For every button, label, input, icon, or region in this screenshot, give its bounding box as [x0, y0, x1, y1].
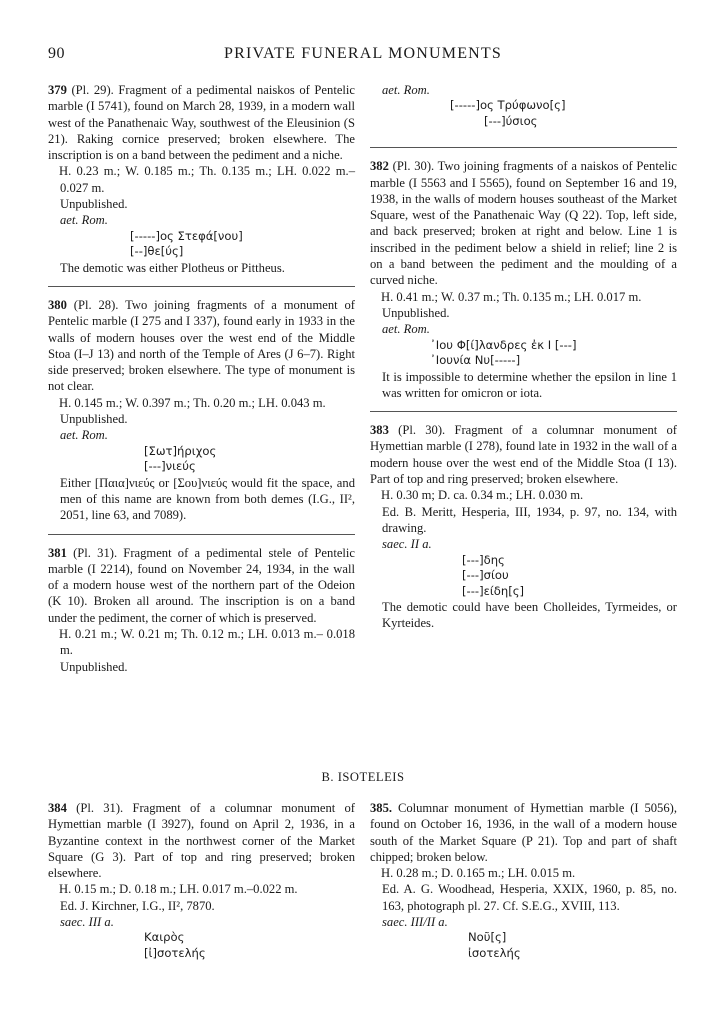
inscription-line: [---]σίου: [462, 568, 509, 583]
inscription-line: [---]νιεύς: [144, 459, 196, 474]
entry-number: 384: [48, 801, 67, 815]
entry-measurements: H. 0.23 m.; W. 0.185 m.; Th. 0.135 m.; LH. 0.022 m.– 0.027 m.: [59, 164, 355, 195]
entry-measurements: H. 0.41 m.; W. 0.37 m.; Th. 0.135 m.; LH. 0.017 m.: [381, 289, 642, 304]
right-column-lower: [370, 800, 677, 961]
inscription-line: Καιρὸς: [144, 930, 185, 945]
entry-publication: Ed. A. G. Woodhead, Hesperia, XXIX, 1960, p. 85, no. 163, photograph pl. 27. Cf. S.E.G., XVIII, 113.: [382, 882, 677, 913]
section-heading: B. ISOTELEIS: [321, 770, 405, 784]
entry-385: [370, 800, 677, 961]
entry-measurements: H. 0.145 m.; W. 0.397 m.; Th. 0.20 m.; LH. 0.043 m.: [59, 395, 326, 410]
entry-description: Columnar monument of Hymettian marble (I 5056), found on October 16, 1936, in the wall of a modern house south of the Market Square (P 21). Top and part of shaft chipped; broken below.: [370, 801, 677, 864]
page-number: 90: [48, 45, 65, 62]
entry-date: aet. Rom.: [60, 428, 108, 443]
inscription-line: [--]θε[ύς]: [130, 244, 184, 259]
entry-381: [48, 545, 355, 675]
entry-publication: Ed. J. Kirchner, I.G., II², 7870.: [60, 898, 215, 913]
inscription-line: [ἰ]σοτελής: [144, 945, 206, 960]
entry-380: [48, 297, 355, 524]
entry-number: 383: [370, 423, 389, 438]
entry-measurements: H. 0.21 m.; W. 0.21 m; Th. 0.12 m.; LH. 0.013 m.– 0.018 m.: [59, 627, 355, 658]
entry-description: (Pl. 30). Two joining fragments of a naiskos of Pentelic marble (I 5563 and I 5565), found on September 16 and 19, 1938, in the walls of modern houses southeast of the Market Square, west of the Panathenaic Way (Q 22). Top, left side, and back preserved; broken at right and below. Line 1 is inscribed in the pediment below a shield in relief; line 2 is on a band between the pediment and the moulding of a curved niche.: [370, 159, 677, 288]
entry-divider: [370, 411, 677, 412]
entry-date: aet. Rom.: [60, 213, 108, 228]
entry-date: aet. Rom.: [382, 322, 430, 337]
entry-date: saec. III/II a.: [382, 915, 448, 930]
left-column: [48, 82, 355, 675]
inscription-line: [---]είδη[ς]: [462, 583, 525, 598]
entry-divider: [48, 286, 355, 287]
entry-description: (Pl. 31). Fragment of a pedimental stele of Pentelic marble (I 2214), found on November 24, 1934, in the wall of a modern house west of the northern part of the Odeion (K 10). Broken all around. The inscription is on a band under the pediment, the corner of which is preserved.: [48, 545, 355, 625]
entry-description: (Pl. 31). Fragment of a columnar monument of Hymettian marble (I 3927), found on April 2, 1936, in a Byzantine context in the northwest corner of the Market Square (G 3). Part of top and ring preserved; broken elsewhere.: [48, 801, 355, 881]
entry-381-continued: [370, 82, 677, 129]
entry-comment: The demotic was either Plotheus or Pittheus.: [60, 260, 285, 275]
inscription-line: [Σωτ]ήριχος: [144, 443, 217, 458]
inscription-line: Νοῦ[ς]: [468, 930, 507, 945]
entry-379: [48, 82, 355, 276]
inscription-line: [-----]ος Στεφά[νου]: [130, 228, 243, 243]
entry-publication: Unpublished.: [60, 659, 128, 674]
entry-divider: [370, 147, 677, 148]
entry-comment: The demotic could have been Cholleides, Tyrmeides, or Kyrteides.: [382, 600, 677, 631]
inscription-line: ᾿Ιου Φ[ί]λανδρες ἐκ Ι [---]: [430, 337, 577, 352]
entry-divider: [48, 534, 355, 535]
running-title: PRIVATE FUNERAL MONUMENTS: [223, 45, 503, 62]
entry-description: (Pl. 28). Two joining fragments of a monument of Pentelic marble (I 275 and I 337), found early in 1933 in the walls of modern houses over the west end of the Middle Stoa (I–J 13) and north of the Temple of Ares (J 6–7). Right side preserved; broken elsewhere. The type of monument is not clear.: [48, 297, 355, 394]
entry-number: 379: [48, 83, 67, 97]
inscription-line: [---]δης: [462, 552, 505, 567]
entry-number: 381: [48, 545, 67, 560]
inscription-line: [---]ύσιος: [484, 113, 538, 128]
entry-publication: Unpublished.: [60, 412, 128, 427]
entry-382: [370, 158, 677, 401]
right-column: [370, 82, 677, 632]
inscription-line: ᾿Ιουνία Νυ[-----]: [430, 353, 521, 368]
entry-date: saec. II a.: [382, 537, 432, 552]
entry-comment: It is impossible to determine whether the epsilon in line 1 was written for omicron or iota.: [382, 369, 677, 400]
entry-384: [48, 800, 355, 961]
inscription-line: [-----]ος Τρύφωνο[ς]: [450, 98, 566, 113]
page-header: [48, 46, 678, 68]
entry-publication: Ed. B. Meritt, Hesperia, III, 1934, p. 97, no. 134, with drawing.: [382, 504, 677, 535]
entry-number: 382: [370, 159, 389, 174]
entry-date: saec. III a.: [60, 915, 114, 930]
inscription-line: ἰσοτελής: [468, 945, 521, 960]
left-column-lower: [48, 800, 355, 961]
entry-description: (Pl. 30). Fragment of a columnar monument of Hymettian marble (I 278), found late in 1932 in the wall of a modern house over the west end of the Middle Stoa (I 13). Part of top and ring preserved; broken elsewhere.: [370, 423, 677, 487]
entry-measurements: H. 0.28 m.; D. 0.165 m.; LH. 0.015 m.: [381, 866, 576, 881]
entry-383: [370, 422, 677, 631]
entry-publication: Unpublished.: [60, 197, 128, 212]
entry-date: aet. Rom.: [382, 83, 430, 97]
entry-measurements: H. 0.15 m.; D. 0.18 m.; LH. 0.017 m.–0.022 m.: [59, 882, 298, 897]
entry-measurements: H. 0.30 m; D. ca. 0.34 m.; LH. 0.030 m.: [381, 488, 584, 503]
entry-publication: Unpublished.: [382, 305, 450, 320]
entry-comment: Either [Παια]νιεύς or [Σου]νιεύς would fit the space, and men of this name are known from both demes (I.G., II², 2051, line 63, and 7089).: [60, 475, 355, 523]
entry-number: 380: [48, 297, 67, 312]
entry-description: (Pl. 29). Fragment of a pedimental naiskos of Pentelic marble (I 5741), found on March 28, 1939, in a modern wall west of the Panathenaic Way, southwest of the Eleusinion (S 21). Raking cornice preserved; broken elsewhere. The inscription is on a band between the pediment and a niche.: [48, 83, 355, 163]
entry-number: 385.: [370, 801, 393, 815]
